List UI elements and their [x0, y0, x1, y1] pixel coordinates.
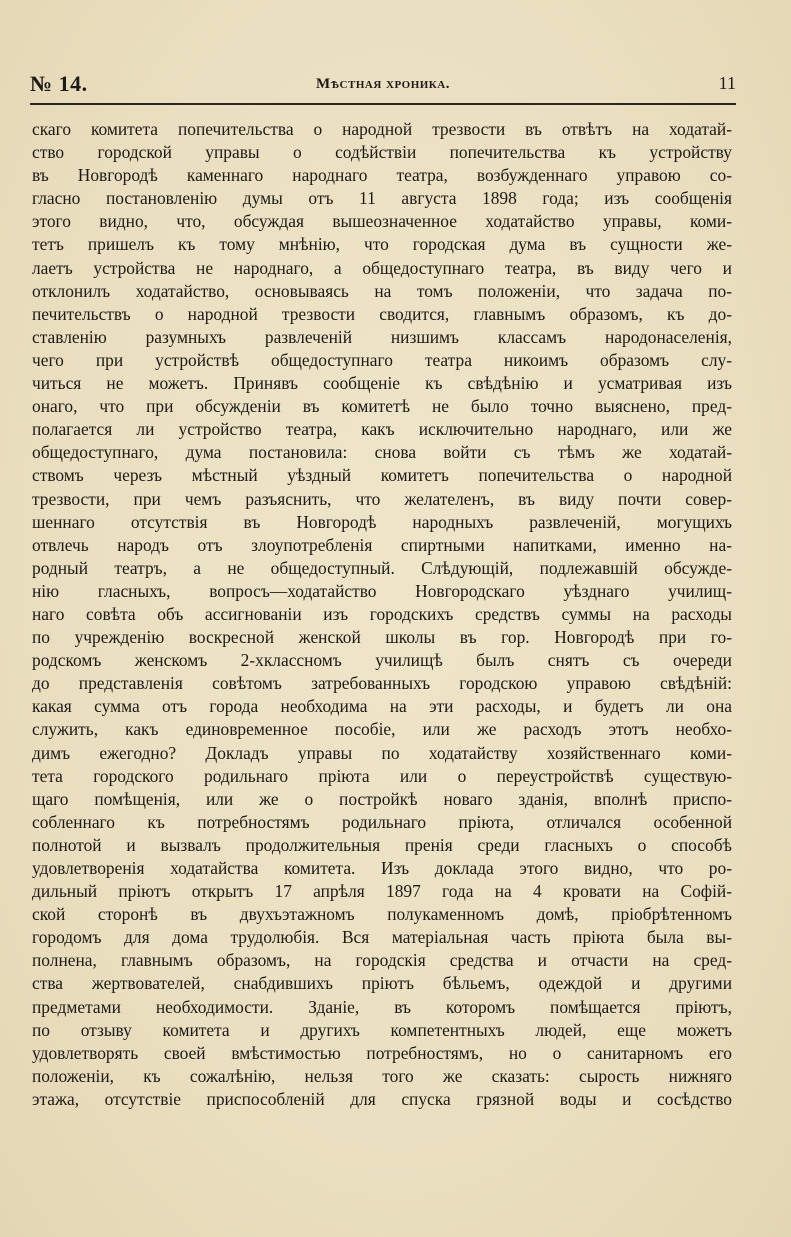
text-line: полагается ли устройство театра, какъ исключительно народнаго, или же — [32, 419, 732, 440]
text-line: онаго, что при обсужденіи въ комитетѣ не было точно выяснено, пред- — [32, 396, 732, 417]
text-line: какая сумма отъ города необходима на эти расходы, и будетъ ли она — [32, 696, 732, 717]
text-line: наго совѣта объ ассигнованіи изъ городскихъ средствъ суммы на расходы — [32, 603, 732, 624]
text-line: полнена, главнымъ образомъ, на городскія средства и отчасти на сред- — [32, 950, 732, 971]
body-text — [32, 118, 732, 1111]
text-line: полнотой и вызвалъ продолжительныя пренія среди гласныхъ о способѣ — [32, 834, 732, 855]
text-line: этажа, отсутствіе приспособленій для спуска грязной воды и сосѣдство — [32, 1088, 732, 1109]
text-line: по учрежденію воскресной женской школы въ гор. Новгородѣ при го- — [32, 627, 732, 648]
text-line: собленнаго къ потребностямъ родильнаго пріюта, отличался особенной — [32, 811, 732, 832]
text-line: ской сторонѣ въ двухъэтажномъ полукаменномъ домѣ, пріобрѣтенномъ — [32, 904, 732, 925]
text-line: тета городского родильнаго пріюта или о переустройствѣ существую- — [32, 765, 732, 786]
text-line: въ Новгородѣ каменнаго народнаго театра, возбужденнаго управою со- — [32, 165, 732, 186]
text-line: положеніи, къ сожалѣнію, нельзя того же сказать: сырость нижняго — [32, 1065, 732, 1086]
text-line: родный театръ, а не общедоступный. Слѣдующій, подлежавшій обсужде- — [32, 557, 732, 578]
running-header — [30, 69, 736, 103]
text-line: предметами необходимости. Зданіе, въ которомъ помѣщается пріютъ, — [32, 996, 732, 1017]
text-line: родскомъ женскомъ 2-хклассномъ училищѣ былъ снятъ съ очереди — [32, 650, 732, 671]
header-rule — [30, 103, 736, 105]
text-line: по отзыву комитета и другихъ компетентныхъ людей, еще можетъ — [32, 1019, 732, 1040]
text-line: до представленія совѣтомъ затребованныхъ городскою управою свѣдѣній: — [32, 673, 732, 694]
text-line: удовлетворенія ходатайства комитета. Изъ доклада этого видно, что ро- — [32, 858, 732, 878]
text-line: отклонилъ ходатайство, основываясь на томъ положеніи, что задача по- — [32, 280, 732, 301]
text-line: димъ ежегодно? Докладъ управы по ходатайству хозяйственнаго коми- — [32, 742, 732, 763]
text-line: общедоступнаго, дума постановила: снова войти съ тѣмъ же ходатай- — [32, 442, 732, 463]
text-line: этого видно, что, обсуждая вышеозначенное ходатайство управы, коми- — [32, 211, 732, 232]
text-line: удовлетворять своей вмѣстимостью потребностямъ, но о санитарномъ его — [32, 1042, 732, 1063]
text-line: шеннаго отсутствія въ Новгородѣ народныхъ развлеченій, могущихъ — [32, 511, 732, 532]
text-line: ставленію разумныхъ развлеченій низшимъ классамъ народонаселенія, — [32, 326, 732, 347]
page-number: 11 — [718, 73, 736, 93]
text-line: городомъ для дома трудолюбія. Вся матеріальная часть пріюта была вы- — [32, 927, 732, 948]
text-line: читься не можетъ. Принявъ сообщеніе къ свѣдѣнію и усматривая изъ — [32, 373, 732, 394]
text-line: тетъ пришелъ къ тому мнѣнію, что городская дума въ сущности же- — [32, 234, 732, 255]
issue-number: № 14. — [30, 71, 88, 96]
text-line: скаго комитета попечительства о народной трезвости въ отвѣтъ на ходатай- — [32, 119, 732, 139]
text-line: ства жертвователей, снабдившихъ пріютъ бѣльемъ, одеждой и другими — [32, 973, 732, 994]
text-line: ствомъ черезъ мѣстный уѣздный комитетъ попечительства о народной — [32, 465, 732, 486]
text-line: гласно постановленію думы отъ 11 августа 1898 года; изъ сообщенія — [32, 188, 732, 209]
text-line: нію гласныхъ, вопросъ—ходатайство Новгородскаго уѣзднаго училищ- — [32, 580, 732, 601]
text-line: чего при устройствѣ общедоступнаго театра никоимъ образомъ слу- — [32, 349, 732, 370]
text-line: печительствъ о народной трезвости сводится, главнымъ образомъ, къ до- — [32, 303, 732, 324]
text-line: трезвости, при чемъ разъяснить, что желателенъ, въ виду почти совер- — [32, 488, 732, 509]
text-line: служить, какъ единовременное пособіе, или же расходъ этотъ необхо- — [32, 719, 732, 740]
text-line: щаго помѣщенія, или же о постройкѣ новаго зданія, вполнѣ приспо- — [32, 788, 732, 809]
text-line: отвлечь народъ отъ злоупотребленія спиртными напитками, именно на- — [32, 534, 732, 555]
text-line: ство городской управы о содѣйствіи попечительства къ устройству — [32, 142, 732, 163]
section-title: Мѣстная хроника. — [316, 76, 450, 92]
text-line: лаетъ устройства не народнаго, а общедоступнаго театра, въ виду чего и — [32, 257, 732, 278]
text-line: дильный пріютъ открытъ 17 апрѣля 1897 года на 4 кровати на Софій- — [32, 881, 732, 902]
